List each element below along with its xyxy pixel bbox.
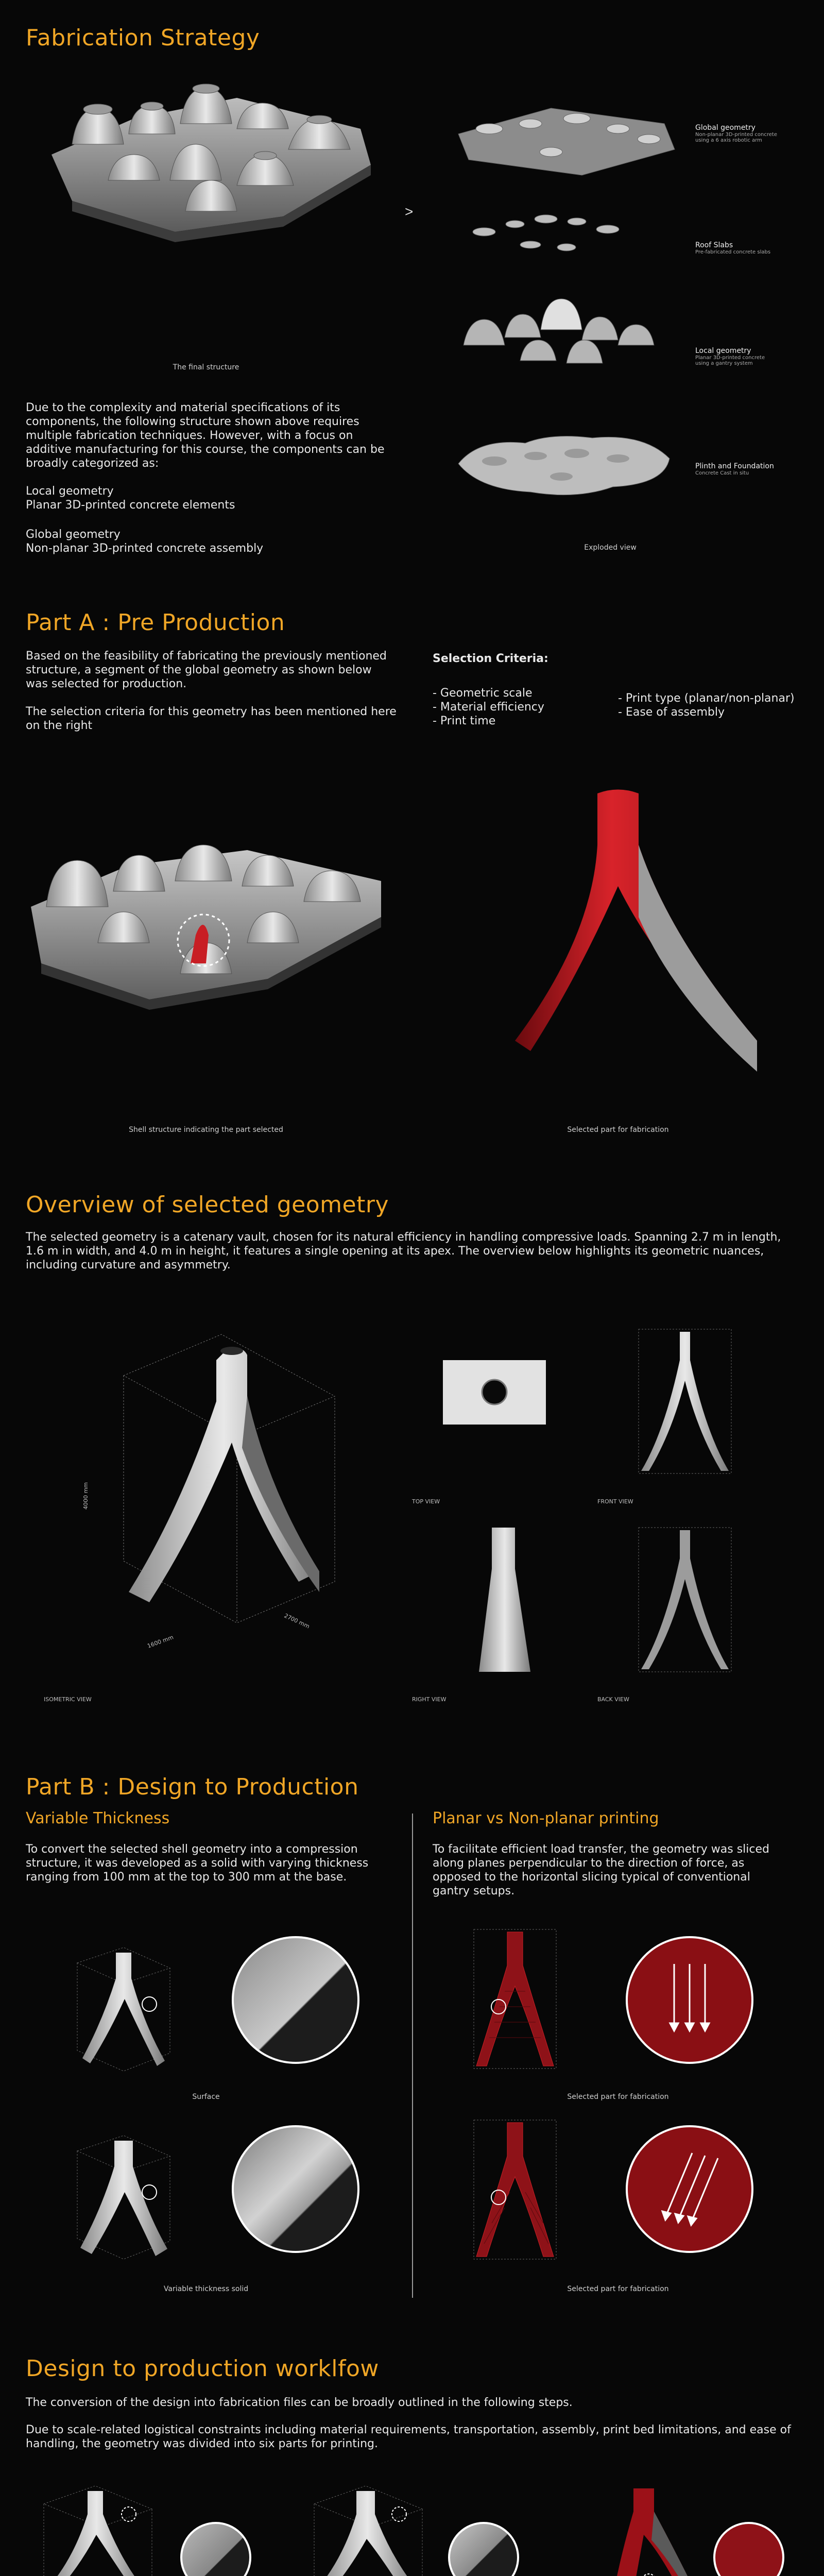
step3-inset (713, 2522, 784, 2576)
view-label-right: RIGHT VIEW (412, 1696, 447, 1703)
part-a-heading: Part A : Pre Production (26, 609, 285, 636)
final-structure-render (41, 77, 381, 247)
criteria-item: - Geometric scale (433, 687, 533, 700)
planar-paragraph: To facilitate efficient load transfer, the geometry was sliced along planes perpendicular to the direction of force, as opposed to the horizontal slicing typical of conventional gantry setups. (433, 1843, 769, 1897)
criteria-item: - Print time (433, 715, 496, 727)
page-title: Fabrication Strategy (26, 25, 260, 51)
selected-part-render (515, 783, 762, 1082)
variable-thickness-title: Variable Thickness (26, 1809, 170, 1827)
red-slicing-render-2 (474, 2120, 556, 2259)
criteria-item: - Print type (planar/non-planar) (618, 692, 795, 705)
selected-caption-1: Selected part for fabrication (567, 2093, 669, 2101)
criteria-item: - Ease of assembly (618, 706, 725, 719)
view-label-front: FRONT VIEW (597, 1498, 633, 1505)
solid-caption: Variable thickness solid (163, 2285, 249, 2293)
step2-inset (448, 2522, 519, 2576)
red-slicing-render-1 (474, 1929, 556, 2069)
label-sub: Non-planar 3D-printed concrete using a 6 axis robotic arm (695, 132, 777, 143)
criteria-left-list (433, 686, 544, 728)
planar-title: Planar vs Non-planar printing (433, 1809, 659, 1827)
local-geometry-sub: Planar 3D-printed concrete elements (26, 499, 235, 512)
selected-caption-2: Selected part for fabrication (567, 2285, 669, 2293)
isometric-view-drawing (93, 1314, 360, 1654)
part-a-paragraph: Based on the feasibility of fabricating the previously mentioned structure, a segment of the global geometry as shown below was selected for production. The selection criteria for this geometry has been mentioned here on the right (26, 650, 397, 732)
diagonal-arrows-icon (628, 2127, 751, 2251)
label-title: Local geometry (695, 347, 751, 355)
front-view-drawing (639, 1329, 731, 1473)
surface-detail-inset (232, 1936, 359, 2064)
exploded-view-render (448, 103, 690, 536)
final-structure-caption: The final structure (173, 363, 239, 371)
step1-inset (180, 2522, 251, 2576)
global-geometry-title: Global geometry (26, 528, 121, 541)
surface-render (67, 1942, 180, 2081)
workflow-step2-render (309, 2483, 427, 2576)
label-title: Global geometry (695, 124, 756, 132)
surface-caption: Surface (192, 2093, 220, 2101)
exploded-label-4 (695, 462, 774, 476)
shell-caption: Shell structure indicating the part selected (129, 1126, 283, 1134)
label-title: Roof Slabs (695, 241, 733, 249)
workflow-step3-render (592, 2483, 695, 2576)
selected-caption: Selected part for fabrication (567, 1126, 669, 1134)
dim-height: 4000 mm (82, 1482, 89, 1510)
arrow-indicator: > (405, 204, 414, 219)
global-geometry-sub: Non-planar 3D-printed concrete assembly (26, 542, 264, 555)
overview-paragraph: The selected geometry is a catenary vault, chosen for its natural efficiency in handling compressive loads. Spanning 2.7 m in length, 1.6 m in width, and 4.0 m in height, it features a single opening at its apex. The overview below highlights its geometric nuances, including curvature and asymmetry. (26, 1231, 781, 1272)
view-label-top: TOP VIEW (412, 1498, 440, 1505)
workflow-step1-render (39, 2483, 157, 2576)
label-sub: Pre-fabricated concrete slabs (695, 249, 771, 255)
dim-length: 2700 mm (283, 1612, 311, 1630)
view-label-iso: ISOMETRIC VIEW (44, 1696, 92, 1703)
label-sub: Concrete Cast in situ (695, 470, 749, 476)
nonplanar-slicing-inset (626, 2125, 753, 2253)
label-sub: Planar 3D-printed concrete using a gantry system (695, 355, 765, 366)
exploded-label-3 (695, 347, 765, 366)
exploded-view-caption: Exploded view (584, 544, 637, 552)
back-view-drawing (639, 1528, 731, 1672)
workflow-heading: Design to production worklfow (26, 2355, 379, 2382)
exploded-label-2 (695, 241, 770, 255)
right-view-drawing (474, 1528, 536, 1672)
part-b-heading: Part B : Design to Production (26, 1774, 359, 1800)
down-arrows-icon (628, 1938, 751, 2062)
dim-width: 1600 mm (146, 1634, 175, 1650)
solid-detail-inset (232, 2125, 359, 2253)
label-title: Plinth and Foundation (695, 462, 774, 470)
planar-slicing-inset (626, 1936, 753, 2064)
exploded-label-1 (695, 124, 777, 143)
shell-structure-render (26, 824, 386, 1015)
criteria-right-list (618, 691, 795, 719)
variable-thickness-paragraph: To convert the selected shell geometry into a compression structure, it was developed as a solid with varying thickness ranging from 100 mm at the top to 300 mm at the base. (26, 1843, 369, 1884)
intro-paragraph: Due to the complexity and material specifications of its components, the following structure shown above requires multiple fabrication techniques. However, with a focus on additive manufacturing for this course, the components can be broadly categorized as: (26, 401, 385, 470)
overview-heading: Overview of selected geometry (26, 1192, 389, 1218)
variable-solid-render (67, 2130, 180, 2269)
local-geometry-title: Local geometry (26, 485, 114, 498)
view-label-back: BACK VIEW (597, 1696, 629, 1703)
criteria-title: Selection Criteria: (433, 652, 548, 665)
workflow-p2: Due to scale-related logistical constraints including material requirements, transportation, assembly, print bed limitations, and ease of handling, the geometry was divided into six parts for printing. (26, 2424, 791, 2450)
section-divider (412, 1814, 413, 2298)
criteria-item: - Material efficiency (433, 701, 544, 714)
workflow-p1: The conversion of the design into fabrication files can be broadly outlined in the following steps. (26, 2396, 573, 2409)
top-view-drawing (443, 1360, 546, 1425)
